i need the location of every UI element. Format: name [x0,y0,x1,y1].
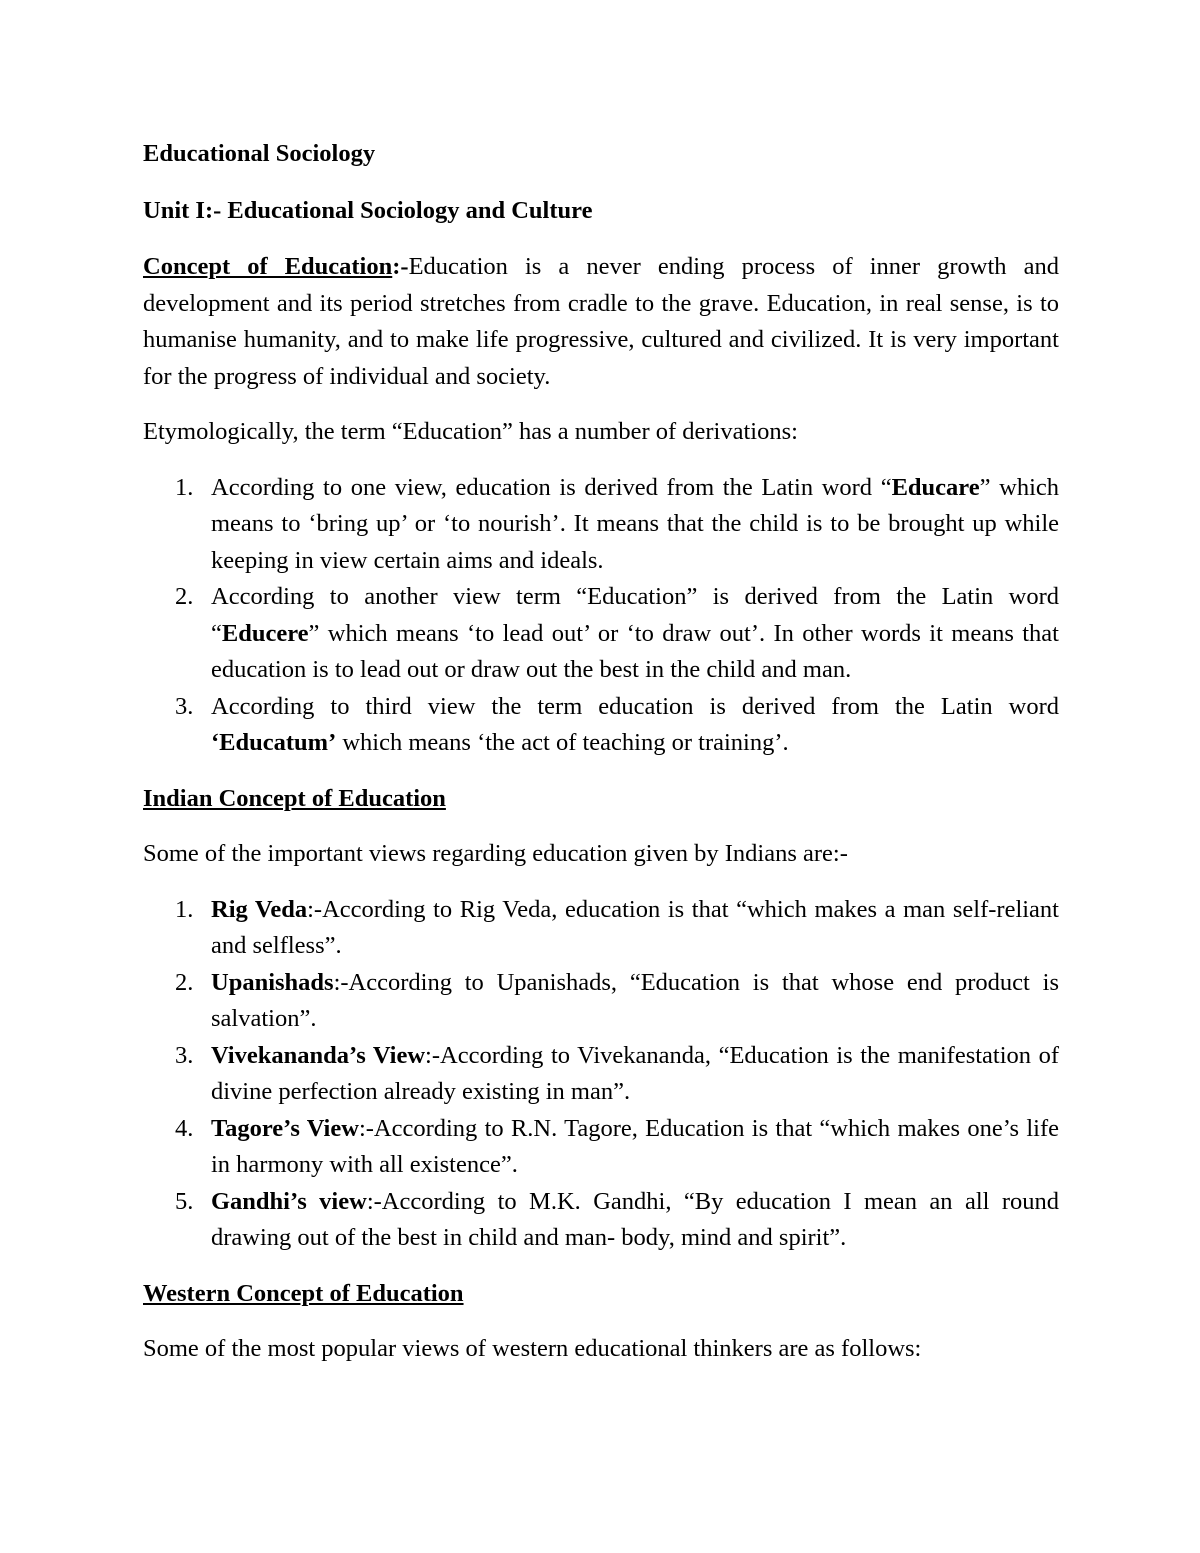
list-item [143,689,1059,762]
list-number: 1. [175,895,194,923]
view-text: :-According to Rig Veda, education is that “which makes a man self-reliant and selfless”. [211,895,1059,959]
item-text: According to third view the term education is derived from the Latin word [211,692,1059,720]
list-number: 2. [175,583,194,610]
view-text: :-According to Upanishads, “Education is that whose end product is salvation”. [211,968,1059,1032]
item-text: According to one view, education is derived from the Latin word “ [211,473,892,501]
concept-label: Concept of Education [143,253,393,280]
document-page [143,136,1059,1387]
list-number: 5. [175,1187,194,1215]
etymology-list [143,470,1059,762]
document-title: Educational Sociology [143,140,376,167]
view-label: Gandhi’s view [211,1187,367,1215]
latin-term: Educare [891,473,980,501]
latin-term: ‘Educatum’ [211,729,337,756]
item-text: which means ‘the act of teaching or training’. [336,729,789,756]
indian-intro: Some of the important views regarding education given by Indians are:- [143,840,848,867]
item-text: According to another view term “Education” is derived from the Latin word “ [211,583,1059,647]
item-text: ” which means ‘to lead out’ or ‘to draw out’. In other words it means that education is to lead out or draw out the best in the child and man. [211,619,1059,683]
list-item [143,579,1059,689]
indian-views-list [143,892,1059,1257]
list-item [143,1111,1059,1184]
view-label: Upanishads [211,968,334,996]
list-number: 2. [175,968,194,996]
view-text: :-According to R.N. Tagore, Education is that “which makes one’s life in harmony with all existence”. [211,1114,1059,1178]
view-label: Rig Veda [211,895,308,923]
unit-heading: Unit I:- Educational Sociology and Culture [143,196,593,224]
western-concept-heading: Western Concept of Education [143,1279,464,1307]
view-text: :-According to Vivekananda, “Education is the manifestation of divine perfection already existing in man”. [211,1041,1060,1105]
view-text: :-According to M.K. Gandhi, “By education I mean an all round drawing out of the best in child and man- body, mind and spirit”. [211,1187,1059,1251]
concept-paragraph [143,249,1059,395]
list-number: 1. [175,473,194,501]
concept-text: Education is a never ending process of inner growth and development and its period stretches from cradle to the grave. Education, in real sense, is to humanise humanity, and to make life progressive, cultured and civilized. It is very important for the progress of individual and society. [143,253,1059,390]
list-item [143,470,1059,580]
list-number: 4. [175,1114,194,1142]
view-label: Tagore’s View [211,1114,359,1142]
list-item [143,965,1059,1038]
list-item [143,1184,1059,1257]
list-number: 3. [175,692,194,720]
latin-term: Educere [221,619,309,647]
item-text: ” which means to ‘bring up’ or ‘to nourish’. It means that the child is to be brought up while keeping in view certain aims and ideals. [211,473,1059,574]
concept-separator: :- [392,253,409,280]
list-item [143,892,1059,965]
list-number: 3. [175,1041,194,1069]
western-intro: Some of the most popular views of western educational thinkers are as follows: [143,1335,922,1362]
list-item [143,1038,1059,1111]
indian-concept-heading: Indian Concept of Education [143,784,446,812]
view-label: Vivekananda’s View [211,1041,426,1069]
etymology-intro: Etymologically, the term “Education” has a number of derivations: [143,418,798,445]
